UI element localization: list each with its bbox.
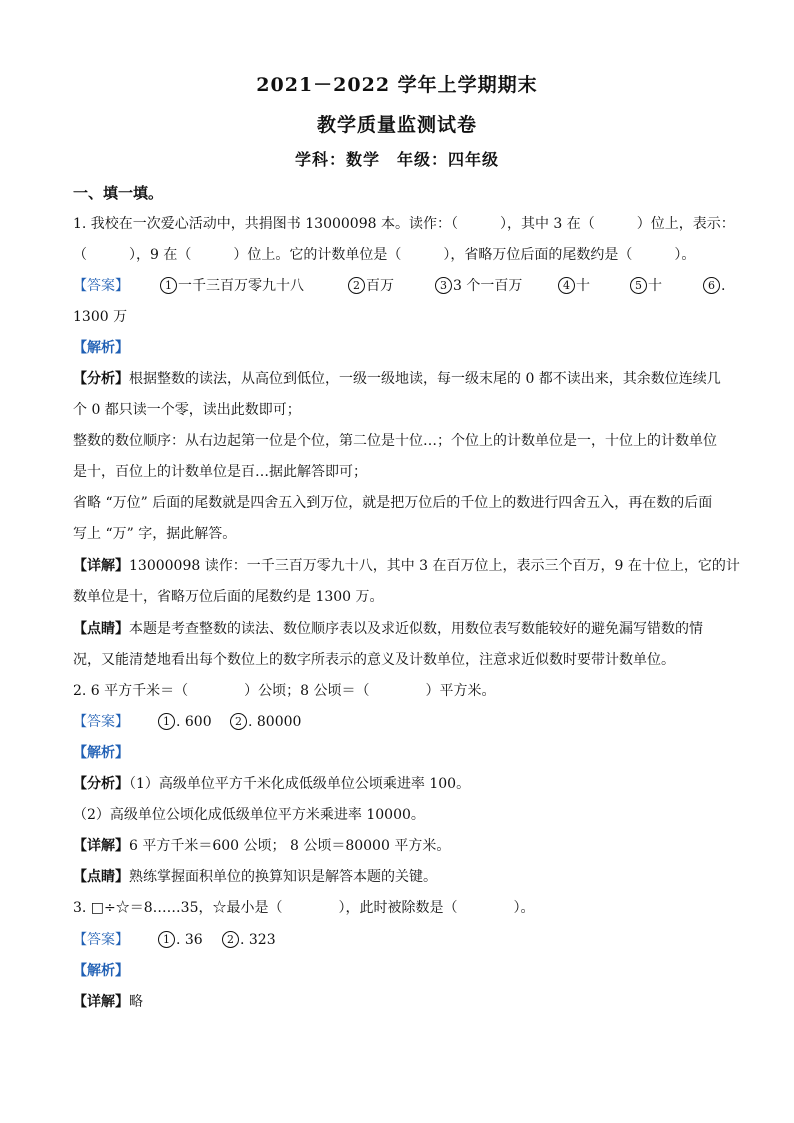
comment-label: 【点睛】 — [73, 621, 129, 637]
comment-text: 本题是考查整数的读法、数位顺序表以及求近似数，用数位表写数能较好的避免漏写错数的情 — [129, 621, 703, 637]
section-heading: 一、填一填。 — [73, 184, 164, 202]
detail-text: 13000098 读作：一千三百万零九十八，其中 3 在百万位上，表示三个百万，9 在十位上，它的计 — [129, 558, 740, 574]
q1-answer-5 — [630, 276, 662, 296]
q2-text: 2. 6 平方千米＝（ ）公顷；8 公顷＝（ ）平方米。 — [73, 683, 496, 699]
analysis-heading: 【解析】 — [73, 745, 129, 761]
q2-analysis-line2: （2）高级单位公顷化成低级单位平方米乘进率 10000。 — [73, 807, 425, 823]
answer-text: . 80000 — [248, 714, 302, 730]
q1-answer-row — [73, 276, 726, 296]
answer-text: . — [721, 278, 726, 294]
q1-answer-4 — [558, 276, 590, 296]
answer-text: 百万 — [366, 278, 394, 294]
answer-text: 十 — [648, 278, 662, 294]
q1-answer-2 — [348, 276, 394, 296]
q1-answer-3 — [435, 276, 522, 296]
q3-detail — [73, 992, 721, 1012]
analysis-label: 【分析】 — [73, 371, 129, 387]
q2-comment — [73, 867, 721, 887]
q1-answer-1 — [160, 276, 304, 296]
circled-number: 1 — [158, 931, 175, 948]
circled-number: 6 — [703, 277, 720, 294]
circled-number: 1 — [158, 713, 175, 730]
answer-text: 3 个一百万 — [453, 278, 523, 294]
q1-analysis-line3: 整数的数位顺序：从右边起第一位是个位，第二位是十位…；个位上的计数单位是一，十位上的计数单位 — [73, 433, 717, 449]
detail-text: 略 — [129, 994, 143, 1010]
q1-analysis-line5: 省略 “万位” 后面的尾数就是四舍五入到万位，就是把万位后的千位上的数进行四舍五入，再在数的后面 — [73, 495, 713, 511]
answer-label: 【答案】 — [73, 932, 129, 948]
circled-number: 5 — [630, 277, 647, 294]
exam-subtitle: 教学质量监测试卷 — [316, 114, 477, 136]
q2-answer-row — [73, 712, 721, 732]
q1-detail-line1 — [73, 556, 740, 576]
q3-answer-row — [73, 930, 721, 950]
answer-text: . 36 — [176, 932, 203, 948]
detail-label: 【详解】 — [73, 558, 129, 574]
answer-text: 十 — [576, 278, 590, 294]
answer-text: 一千三百万零九十八 — [178, 278, 304, 294]
analysis-text: 根据整数的读法，从高位到低位，一级一级地读，每一级末尾的 0 都不读出来，其余数位连续几 — [129, 371, 721, 387]
analysis-heading: 【解析】 — [73, 963, 129, 979]
answer-text: . 323 — [240, 932, 276, 948]
detail-label: 【详解】 — [73, 994, 129, 1010]
q1-text-line2: （ ），9 在（ ）位上。它的计数单位是（ ），省略万位后面的尾数约是（ ）。 — [73, 247, 696, 263]
q1-text-line1: 1. 我校在一次爱心活动中，共捐图书 13000098 本。读作：（ ），其中 3 在（ ）位上，表示： — [73, 216, 735, 232]
answer-label: 【答案】 — [73, 278, 129, 294]
detail-text: 6 平方千米＝600 公顷； 8 公顷＝80000 平方米。 — [129, 838, 451, 854]
circled-number: 2 — [230, 713, 247, 730]
q2-detail — [73, 836, 721, 856]
exam-title: 2021－2022 学年上学期期末 — [256, 74, 538, 96]
q1-answer-wrap: 1300 万 — [73, 309, 128, 325]
q2-answer-1 — [158, 712, 212, 732]
circled-number: 2 — [222, 931, 239, 948]
circled-number: 1 — [160, 277, 177, 294]
analysis-label: 【分析】 — [73, 776, 129, 792]
q1-detail-line2: 数单位是十，省略万位后面的尾数约是 1300 万。 — [73, 589, 384, 605]
q3-answer-2 — [222, 930, 276, 950]
q1-analysis-line2: 个 0 都只读一个零，读出此数即可； — [73, 402, 301, 418]
q1-analysis-line6: 写上 “万” 字，据此解答。 — [73, 526, 237, 542]
analysis-heading: 【解析】 — [73, 340, 129, 356]
q3-text: 3. □÷☆＝8……35，☆最小是（ ），此时被除数是（ ）。 — [73, 900, 535, 916]
q2-answer-2 — [230, 712, 301, 732]
answer-label: 【答案】 — [73, 714, 129, 730]
q3-answer-1 — [158, 930, 203, 950]
q2-analysis-line1 — [73, 774, 721, 794]
comment-label: 【点睛】 — [73, 869, 129, 885]
circled-number: 3 — [435, 277, 452, 294]
q1-answer-6 — [703, 276, 725, 296]
analysis-text: （1）高级单位平方千米化成低级单位公顷乘进率 100。 — [129, 776, 471, 792]
q1-comment-line1 — [73, 619, 721, 639]
detail-label: 【详解】 — [73, 838, 129, 854]
comment-text: 熟练掌握面积单位的换算知识是解答本题的关键。 — [129, 869, 437, 885]
subject-grade-line: 学科：数学 年级：四年级 — [294, 150, 499, 169]
answer-text: . 600 — [176, 714, 212, 730]
q1-analysis-line4: 是十，百位上的计数单位是百…据此解答即可； — [73, 464, 367, 480]
circled-number: 4 — [558, 277, 575, 294]
q1-comment-line2: 况，又能清楚地看出每个数位上的数字所表示的意义及计数单位，注意求近似数时要带计数单位。 — [73, 652, 675, 668]
q1-analysis-line1 — [73, 369, 721, 389]
circled-number: 2 — [348, 277, 365, 294]
